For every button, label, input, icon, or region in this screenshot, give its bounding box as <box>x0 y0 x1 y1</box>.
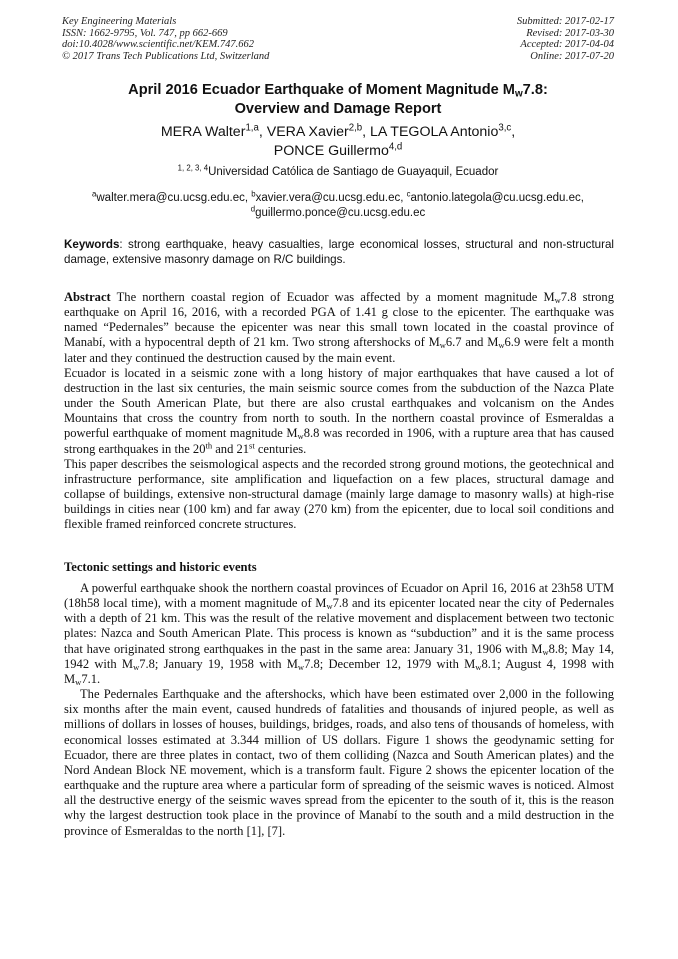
abstract-label: Abstract <box>64 290 111 304</box>
author-list <box>62 123 614 161</box>
journal-name: Key Engineering Materials <box>62 16 177 27</box>
authors-line-2: PONCE Guillermo$^{4,d}$ <box>273 141 403 159</box>
email-link[interactable]: walter.mera@cu.ucsg.edu.ec <box>96 192 245 204</box>
emails-line-2: $^d$guillermo.ponce@cu.ucsg.edu.ec <box>250 204 426 219</box>
author-emails <box>62 191 614 220</box>
title-line-1: April 2016 Ecuador Earthquake of Moment Magnitude $M_w7.8$: <box>128 82 548 100</box>
authors-line-1: MERA Walter$^{1,a}$, VERA Xavier$^{2,b}$, LA TEGOLA Antonio$^{3,c}$, <box>160 122 516 140</box>
author-name: MERA Walter <box>160 124 246 140</box>
date-online: Online: 2017-07-20 <box>530 50 614 62</box>
email-link[interactable]: xavier.vera@cu.ucsg.edu.ec <box>255 192 401 204</box>
section-heading: Tectonic settings and historic events <box>64 560 257 574</box>
affiliation: $^{1, 2, 3, 4}$Universidad Católica de Santiago de Guayaquil, Ecuador <box>177 163 499 178</box>
author-name: LA TEGOLA Antonio <box>370 124 499 140</box>
keywords: Keywords: strong earthquake, heavy casualties, large economical losses, structural and non-structural damage, extensive masonry damage on R/C buildings. <box>64 238 614 266</box>
emails-line-1: $^a$walter.mera@cu.ucsg.edu.ec, $^b$xavier.vera@cu.ucsg.edu.ec, $^c$antonio.lategola@cu.ucsg.edu.ec, <box>92 189 584 204</box>
date-accepted: Accepted: 2017-04-04 <box>520 39 614 50</box>
author-name: VERA Xavier <box>266 124 349 140</box>
journal-copyright: © 2017 Trans Tech Publications Ltd, Switzerland <box>62 50 270 62</box>
title-line-2: Overview and Damage Report <box>234 101 442 117</box>
email-link[interactable]: guillermo.ponce@cu.ucsg.edu.ec <box>255 206 426 219</box>
body-paragraph: The Pedernales Earthquake and the aftershocks, which have been estimated over 2,000 in the following six months after the main event, caused hundreds of fatalities and thousands of injured people, as well as millions of dollars in losses of houses, buildings, bridges, roads, and also tens of thousands of homeless, with economical losses estimated at 3.344 million of US dollars. Figure 1 shows the geodynamic setting for Ecuador, there are three plates in contact, two of them colliding (Nazca and South American plates) and the Nord Andean Block NE movement, which is a transform fault. Figure 2 shows the epicenter location of the earthquake and the rupture area where a particular form of spreading of the seismic waves is noticed. Almost all the destructive energy of the seismic waves spread from the epicenter to the south of it, this is the reason why the largest destruction took place in the province of Manabí to the south and a mild destruction in the province of Esmeraldas to the north [1], [7]. <box>64 687 614 838</box>
abstract-paragraph: This paper describes the seismological aspects and the recorded strong ground motions, the geotechnical and infrastructure performance, site amplification and liquefaction on a few places, structural damage and collapse of buildings, extensive non-structural damage (mainly large damage to masonry walls) at high-rise buildings in cities near (100 km) and far away (270 km) from the epicenter, due to local soil conditions and flexible framed reinforced concrete structures. <box>64 456 614 532</box>
abstract <box>64 290 614 533</box>
keywords-label: Keywords <box>64 238 120 251</box>
publication-dates <box>517 16 614 62</box>
journal-issn: ISSN: 1662-9795, Vol. 747, pp 662-669 <box>62 27 228 39</box>
author-name: PONCE Guillermo <box>273 143 389 159</box>
email-link[interactable]: antonio.lategola@cu.ucsg.edu.ec <box>410 192 581 204</box>
abstract-paragraph: Abstract The northern coastal region of Ecuador was affected by a moment magnitude $M_w7.8$ strong earthquake on April 16, 2016, with a recorded PGA of 1.41 g close to the epicenter. The earthquake was named “Pedernales” because the epicenter was near this small town located in the coastal province of Manabí, with a hypocentral depth of 21 km. Two strong aftershocks of $M_w6.7$ and $M_w6.9$ were felt a month later and they continued the destruction caused by the main event. <box>64 290 614 365</box>
section-body <box>64 581 614 839</box>
abstract-paragraph: Ecuador is located in a seismic zone with a long history of major earthquakes that have caused a lot of destruction in the last six centuries, the main seismic source comes from the subduction of the Nazca Plate under the South American Plate, but there are also crustal earthquakes and volcanism on the Andes Mountains that cross the country from north to south. In the northern coastal province of Esmeraldas a powerful earthquake of moment magnitude $M_w8.8$ was recorded in 1906, with a rupture area that has caused strong earthquakes in the 20th and 21st centuries. <box>64 365 614 456</box>
date-revised: Revised: 2017-03-30 <box>526 27 614 39</box>
date-submitted: Submitted: 2017-02-17 <box>516 16 614 27</box>
paper-title <box>62 81 614 119</box>
journal-doi[interactable]: doi:10.4028/www.scientific.net/KEM.747.662 <box>62 39 254 50</box>
journal-info <box>62 16 269 62</box>
body-paragraph: A powerful earthquake shook the northern coastal provinces of Ecuador on April 16, 2016 at 23h58 UTM (18h58 local time), with a moment magnitude of $M_w7.8$ and its epicenter located near the city of Pedernales with a depth of 21 km. This was the result of the relative movement and displacement between two tectonic plates: Nazca and South American Plate. This process is known as “subduction” and it is the same process that have originated strong earthquakes in the past in the same area: January 31, 1906 with $M_w8.8$; May 14, 1942 with $M_w7.8$; January 19, 1958 with $M_w7.8$; December 12, 1979 with $M_w8.1$; August 4, 1998 with $M_w7.1$. <box>64 581 614 688</box>
